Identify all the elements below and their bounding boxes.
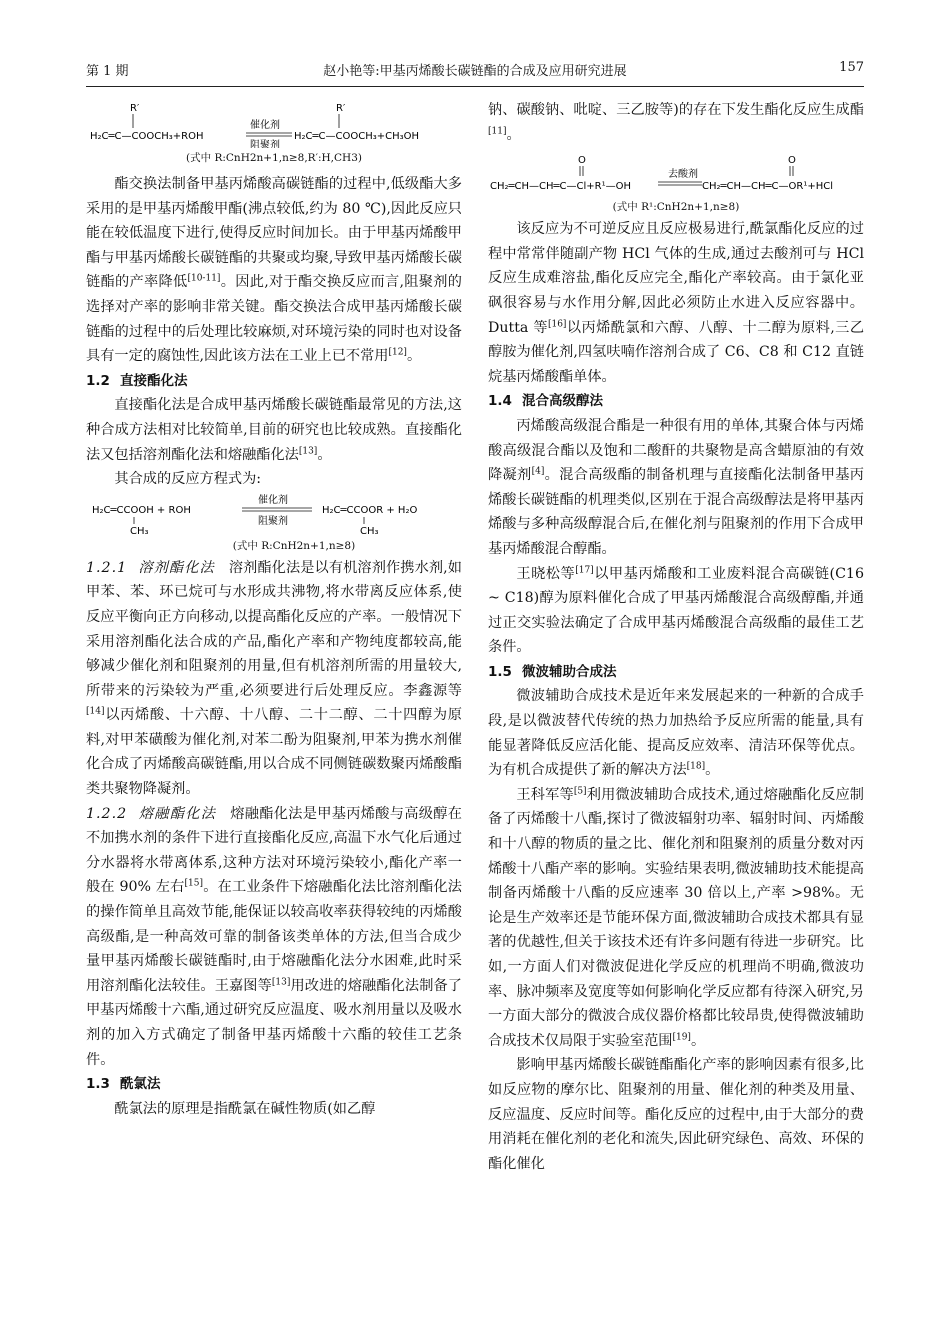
left-column — [86, 98, 462, 1121]
paragraph: 1.2.1 溶剂酯化法 溶剂酯化法是以有机溶剂作携水剂,如甲苯、苯、环已烷可与水形成共沸物,将水带离反应体系,使反应平衡向正方向移动,以提高酯化反应的产率。一般情况下采用溶剂酯化法合成的产品,酯化产率和产物纯度都较高,能够减少催化剂和阻聚剂的用量,但有机溶剂所需的用量较大,所带来的污染较为严重,必须要进行后处理反应。李鑫源等[14]以丙烯酸、十六醇、十八醇、二十二醇、二十四醇为原料,对甲苯磺酸为催化剂,对苯二酚为阻聚剂,甲苯为携水剂催化合成了丙烯酸高碳链酯,用以合成不同侧链碳数聚丙烯酸酯类共聚物降凝剂。 — [86, 559, 462, 798]
paragraph: 1.2.2 熔融酯化法 熔融酯化法是甲基丙烯酸与高级醇在不加携水剂的条件下进行直接酯化反应,高温下水气化后通过分水器将水带离体系,这种方法对环境污染较小,酯化产率一般在 90% 左右[15]。在工业条件下熔融酯化法比溶剂酯化法的操作简单且高效节能,能保证以较高收率获得较纯的丙烯酸高级酯,是一种高效可靠的制备该类单体的方法,但当合成少量甲基丙烯酸长碳链酯时,由于熔融酯化法分水困难,此时采用溶剂酯化法较佳。王嘉图等[13]用改进的熔融酯化法制备了甲基丙烯酸十六酯,通过研究反应温度、吸水剂用量以及吸水剂的加入方式确定了制备甲基丙烯酸十六酯的较佳工艺条件。 — [86, 805, 462, 1068]
paragraph: 钠、碳酸钠、吡啶、三乙胺等)的存在下发生酯化反应生成酯[11]。 — [488, 102, 864, 143]
equation-1-figure — [86, 98, 462, 148]
paragraph: 酯交换法制备甲基丙烯酸高碳链酯的过程中,低级酯大多采用的是甲基丙烯酸甲酯(沸点较低,约为 80 ℃),因此反应只能在较低温度下进行,使得反应时间加长。由于甲基丙烯酸甲酯与甲基丙烯酸长碳链酯的共聚或均聚,导致甲基丙烯酸长碳链酯的产率降低[10-11]。因此,对于酯交换反应而言,阻聚剂的选择对产率的影响非常关键。酯交换法合成甲基丙烯酸长碳链酯的过程中的后处理比较麻烦,对环境污染的同时也对设备具有一定的腐蚀性,因此该方法在工业上已不常用[12]。 — [86, 176, 462, 365]
running-header — [86, 60, 864, 82]
section-heading-1-3: 1.3 酰氯法 — [86, 1076, 161, 1093]
eq2-catalyst: 催化剂 — [258, 494, 288, 506]
eq1-note: (式中 R:CnH2n+1,n≥8,R′:H,CH3) — [186, 152, 362, 164]
subsection-1-2-2: 1.2.2 熔融酯化法 — [86, 805, 217, 822]
eq2-note: (式中 R:CnH2n+1,n≥8) — [232, 539, 356, 552]
paragraph: 其合成的反应方程式为: — [114, 471, 262, 488]
paragraph: 王科军等[5]利用微波辅助合成技术,通过熔融酯化反应制备了丙烯酸十八酯,探讨了微波辐射功率、辐射时间、丙烯酸和十八醇的物质的量之比、催化剂和阻聚剂的质量分数对丙烯酸十八酯产率的影响。实验结果表明,微波辅助技术能提高制备丙烯酸十八酯的反应速率 30 倍以上,产率 >98%。无论是生产效率还是节能环保方面,微波辅助合成技术都具有显著的优越性,但关于该技术还有许多问题有待进一步研究。比如,一方面人们对微波促进化学反应的机理尚不明确,微波功率、脉冲频率及宽度等如何影响化学反应都有待深入研究,另一方面大部分的微波合成仪器价格都比较昂贵,使得微波辅助合成技术仅局限于实验室范围[19]。 — [488, 786, 864, 1049]
equation-3-figure — [488, 151, 864, 199]
paragraph: 酰氯法的原理是指酰氯在碱性物质(如乙醇 — [114, 1100, 376, 1117]
eq2-ch3-right: CH₃ — [360, 525, 379, 537]
eq3-lhs: CH₂═CH—CH═C—Cl+R¹—OH — [490, 181, 632, 193]
paragraph: 该反应为不可逆反应且反应极易进行,酰氯酯化反应的过程中常常伴随副产物 HCl 气体的生成,通过去酸剂可与 HCl 反应生成难溶盐,酯化反应完全,酯化产率较高。由于氯化亚砜很容易与水作用分解,因此必须防止水进入反应容器中。Dutta 等[16]以丙烯酰氯和六醇、八醇、十二醇为原料,三乙醇胺为催化剂,四氢呋喃作溶剂合成了 C6、C8 和 C12 直链烷基丙烯酸酯单体。 — [488, 221, 865, 385]
equation-transesterification — [86, 98, 462, 148]
paragraph: 微波辅助合成技术是近年来发展起来的一种新的合成手段,是以微波替代传统的热力加热给予反应所需的能量,具有能显著降低反应活化能、提高反应效率、清洁环保等优点。为有机合成提供了新的解决方法[18]。 — [488, 688, 864, 779]
eq3-rhs: CH₂═CH—CH═C—OR¹+HCl — [702, 181, 834, 193]
eq1-catalyst: 催化剂 — [250, 120, 280, 131]
equation-direct-esterification — [86, 494, 462, 538]
section-heading-1-2: 1.2 直接酯化法 — [86, 372, 188, 389]
running-title: 赵小艳等:甲基丙烯酸长碳链酯的合成及应用研究进展 — [323, 64, 627, 79]
page-number: 157 — [839, 60, 864, 75]
eq2-inhibitor: 阻聚剂 — [258, 515, 288, 527]
issue-number: 第 1 期 — [86, 64, 129, 79]
eq3-oxygen-left: O — [578, 155, 586, 167]
paragraph: 王晓松等[17]以甲基丙烯酸和工业废料混合高碳链(C16 ~ C18)醇为原料催化合成了甲基丙烯酸混合高级醇酯,并通过正交实验法确定了合成甲基丙烯酸混合高级酯的最佳工艺条件。 — [488, 564, 864, 656]
eq1-sub-left: R′ — [130, 103, 140, 114]
eq3-reagent: 去酸剂 — [668, 169, 698, 181]
eq2-ch3-left: CH₃ — [130, 525, 149, 537]
eq1-lhs: H₂C═C—COOCH₃+ROH — [90, 131, 204, 142]
equation-acyl-chloride — [488, 151, 864, 199]
section-heading-1-5: 1.5 微波辅助合成法 — [488, 663, 617, 680]
paragraph: 丙烯酸高级混合酯是一种很有用的单体,其聚合体与丙烯酸高级混合酯以及饱和二酸酐的共聚物是高含蜡原油的有效降凝剂[4]。混合高级酯的制备机理与直接酯化法制备甲基丙烯酸长碳链酯的机理类似,区别在于混合高级醇法是将甲基丙烯酸与多种高级醇混合后,在催化剂与阻聚剂的作用下合成甲基丙烯酸混合醇酯。 — [488, 417, 864, 557]
subsection-1-2-1: 1.2.1 溶剂酯化法 — [86, 559, 215, 576]
eq1-sub-right: R′ — [336, 103, 346, 114]
equation-2-figure — [86, 494, 462, 538]
eq3-oxygen-right: O — [788, 155, 796, 167]
paragraph: 直接酯化法是合成甲基丙烯酸长碳链酯最常见的方法,这种合成方法相对比较简单,目前的研究也比较成熟。直接酯化法又包括溶剂酯化法和熔融酯化法[13]。 — [86, 397, 462, 463]
eq2-rhs: H₂C═CCOOR + H₂O — [322, 504, 418, 516]
section-heading-1-4: 1.4 混合高级醇法 — [488, 393, 603, 410]
eq2-lhs: H₂C═CCOOH + ROH — [92, 504, 191, 516]
right-column — [488, 98, 864, 1176]
paragraph: 影响甲基丙烯酸长碳链酯酯化产率的影响因素有很多,比如反应物的摩尔比、阻聚剂的用量、催化剂的种类及用量、反应温度、反应时间等。酯化反应的过程中,由于大部分的费用消耗在催化剂的老化和流失,因此研究绿色、高效、环保的酯化催化 — [488, 1057, 864, 1172]
eq1-inhibitor: 阻聚剂 — [250, 140, 280, 148]
eq1-rhs: H₂C═C—COOCH₃+CH₃OH — [294, 131, 420, 142]
header-rule — [86, 86, 864, 87]
eq3-note: (式中 R¹:CnH2n+1,n≥8) — [612, 201, 740, 214]
